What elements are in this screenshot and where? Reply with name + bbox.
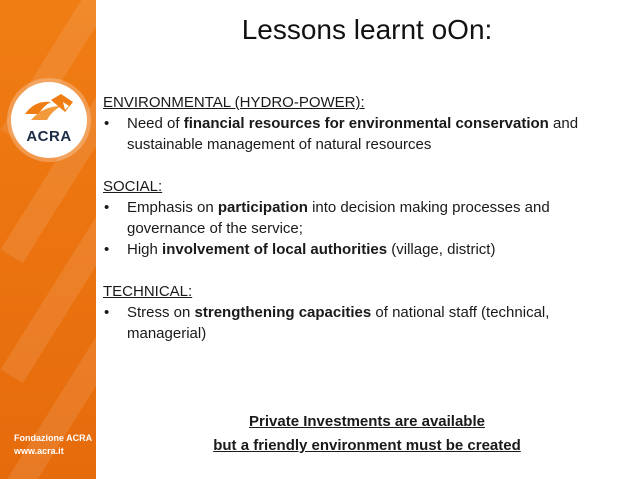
logo-text: ACRA [26, 128, 72, 145]
bullet-dot: • [104, 199, 110, 216]
bullet-text: into decision making processes and governance of the service; [127, 199, 550, 237]
bullet-emphasis: participation [217, 199, 308, 216]
bullet-dot: • [104, 241, 110, 258]
section-heading-social: SOCIAL: [103, 178, 163, 195]
bullet-text: and sustainable management of natural resources [127, 115, 579, 153]
bullet-emphasis: involvement of local authorities [162, 241, 388, 258]
section-heading-environmental: ENVIRONMENTAL (HYDRO-POWER): [103, 94, 365, 111]
brand-sidebar [0, 0, 96, 479]
bullet-environmental-1 [103, 113, 623, 155]
slide-title: Lessons learnt oOn: [241, 14, 493, 45]
slide-body [103, 92, 623, 344]
bullet-dot: • [104, 304, 110, 321]
org-website: www.acra.it [14, 446, 64, 456]
bullet-social-1 [103, 197, 623, 239]
bullet-emphasis: strengthening capacities [194, 304, 372, 321]
bullet-social-2 [103, 239, 623, 260]
acra-logo [11, 82, 87, 158]
bullet-emphasis: financial resources for environmental conservation [183, 115, 549, 132]
bullet-text: Emphasis on [127, 199, 218, 216]
closing-line-2: but a friendly environment must be created [213, 437, 521, 454]
bullet-text: (village, district) [387, 241, 496, 258]
bullet-text: Need of [127, 115, 184, 132]
sidebar-footer [14, 432, 92, 458]
bullet-text: of national staff (technical, managerial) [127, 304, 550, 342]
bullet-technical-1 [103, 302, 623, 344]
acra-bird-logo-icon [21, 92, 77, 126]
org-name: Fondazione ACRA [14, 433, 93, 443]
closing-line-1: Private Investments are available [249, 413, 485, 430]
closing-statement [96, 410, 638, 458]
section-heading-technical: TECHNICAL: [103, 283, 193, 300]
bullet-dot: • [104, 115, 110, 132]
bullet-text: High [127, 241, 163, 258]
bullet-text: Stress on [127, 304, 195, 321]
